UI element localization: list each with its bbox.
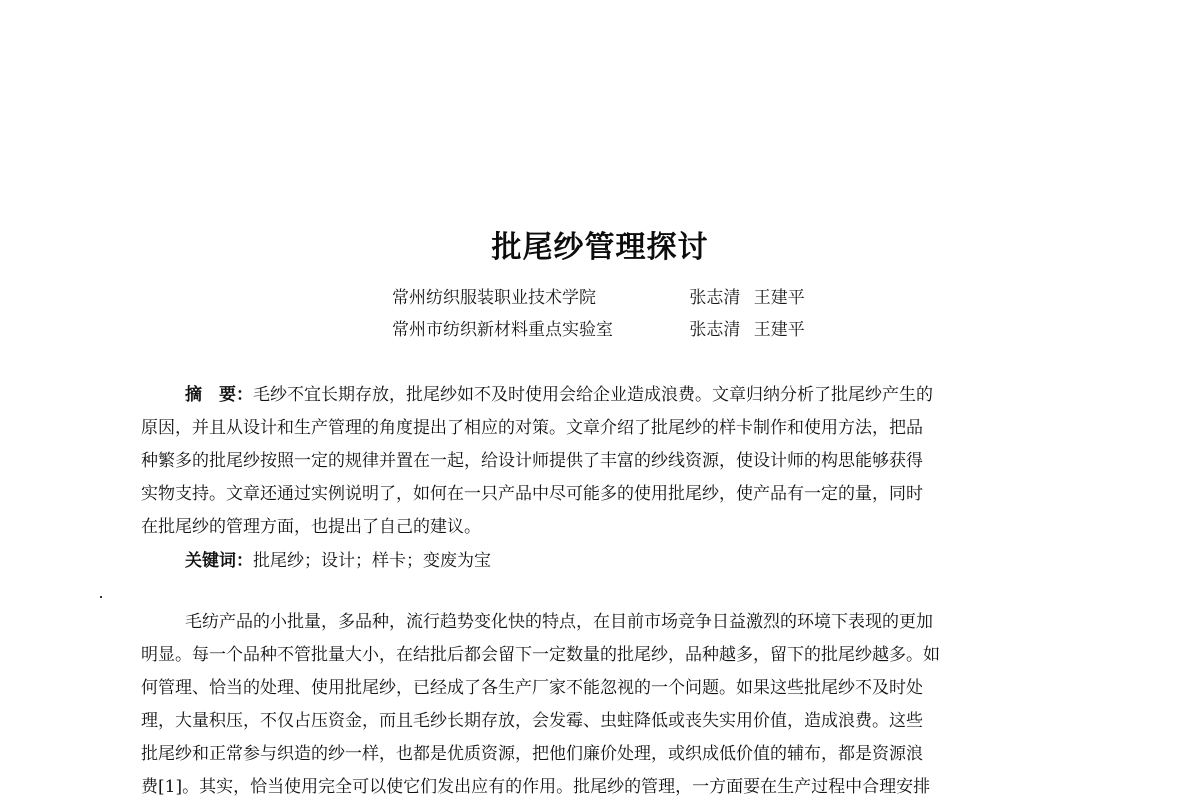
body-line: 批尾纱和正常参与织造的纱一样，也都是优质资源，把他们廉价处理，或织成低价值的辅布，都是资源浪 [141,744,923,764]
abstract-line: 实物支持。文章还通过实例说明了，如何在一只产品中尽可能多的使用批尾纱，使产品有一定的量，同时 [141,484,923,504]
abstract-line: 在批尾纱的管理方面，也提出了自己的建议。 [141,517,481,537]
body-paragraph [141,606,1071,804]
affiliation-line-1 [392,283,805,308]
body-line: 明显。每一个品种不管批量大小，在结批后都会留下一定数量的批尾纱，品种越多，留下的批尾纱越多。如 [141,645,940,665]
keywords-line [185,545,491,578]
keywords-label: 关键词： [185,551,253,571]
abstract-label: 摘 要： [185,385,253,405]
body-line: 毛纺产品的小批量，多品种，流行趋势变化快的特点，在目前市场竞争日益激烈的环境下表现的更加 [185,612,933,632]
affiliation-authors: 张志清 王建平 [689,288,805,308]
affiliation-line-2 [392,315,805,340]
body-line: 费[1]。其实，恰当使用完全可以使它们发出应有的作用。批尾纱的管理，一方面要在生产过程中合理安排 [141,777,931,797]
paper-title: 批尾纱管理探讨 [491,230,709,265]
scan-speck [100,596,102,598]
body-line: 理，大量积压，不仅占压资金，而且毛纱长期存放，会发霉、虫蛀降低或丧失实用价值，造成浪费。这些 [141,711,923,731]
affiliation-institution: 常州纺织服装职业技术学院 [392,288,596,308]
affiliation-authors: 张志清 王建平 [689,320,805,340]
keywords-text: 批尾纱；设计；样卡；变废为宝 [253,551,491,571]
abstract-line: 原因，并且从设计和生产管理的角度提出了相应的对策。文章介绍了批尾纱的样卡制作和使用方法，把品 [141,418,923,438]
body-line: 何管理、恰当的处理、使用批尾纱，已经成了各生产厂家不能忽视的一个问题。如果这些批尾纱不及时处 [141,678,923,698]
abstract-text: 毛纱不宜长期存放，批尾纱如不及时使用会给企业造成浪费。文章归纳分析了批尾纱产生的 [253,385,933,405]
abstract-paragraph [141,379,1071,544]
affiliation-institution: 常州市纺织新材料重点实验室 [392,320,613,340]
abstract-line: 种繁多的批尾纱按照一定的规律并置在一起，给设计师提供了丰富的纱线资源，使设计师的构思能够获得 [141,451,923,471]
abstract-line [141,379,1071,412]
